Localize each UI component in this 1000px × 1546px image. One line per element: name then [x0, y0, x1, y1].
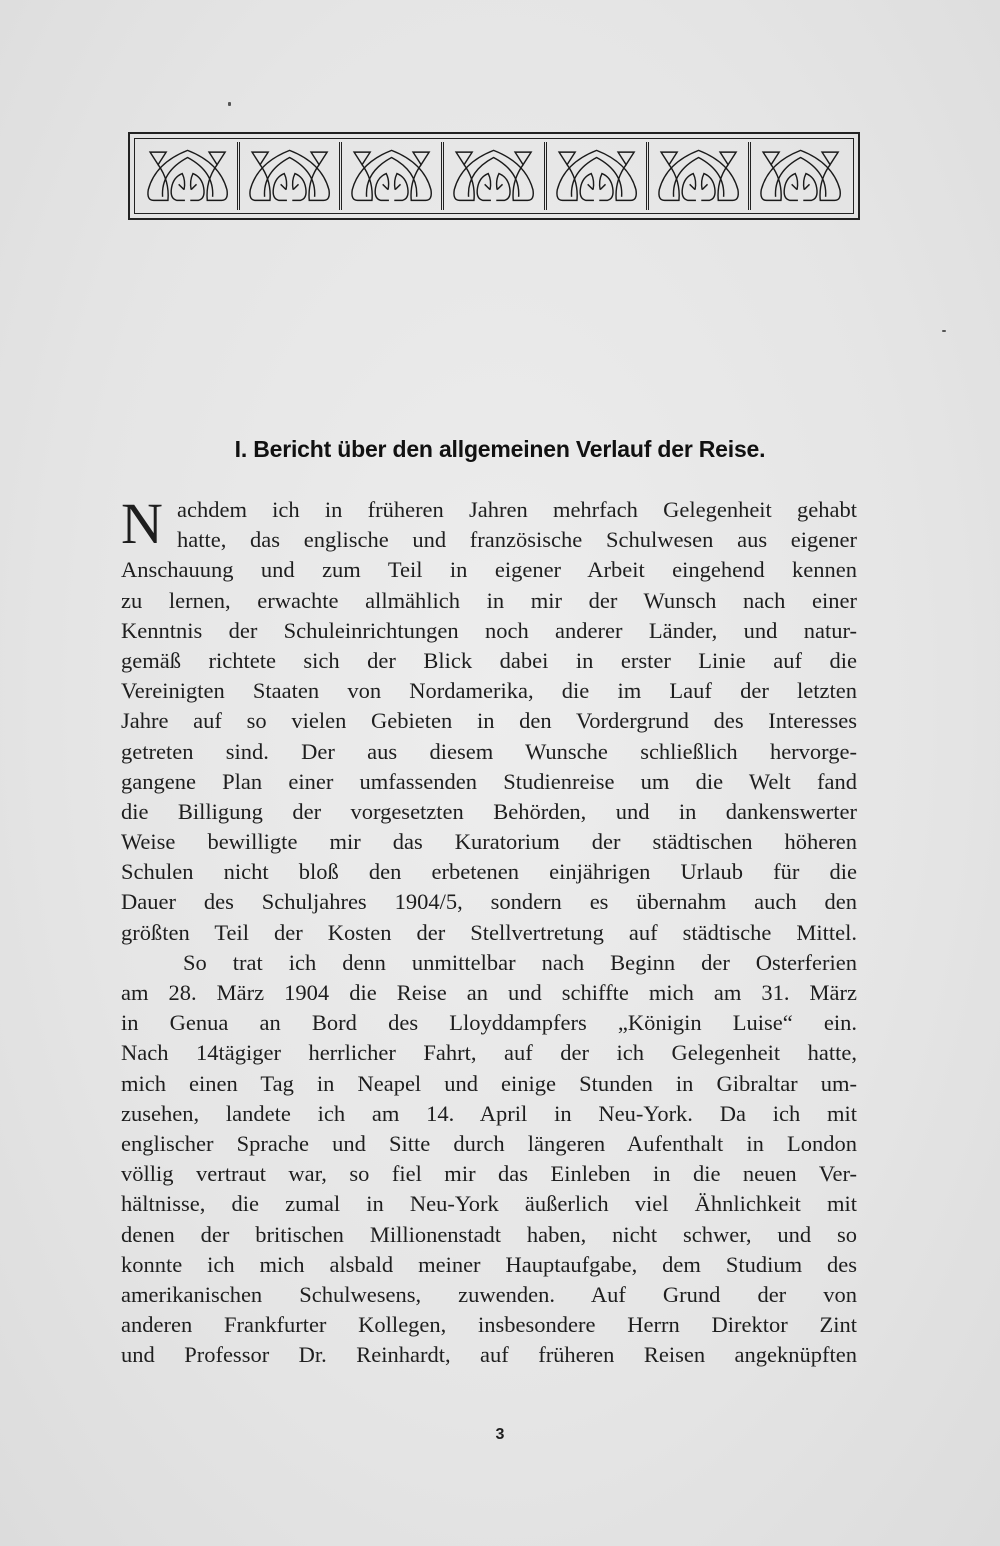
ornament-frame [134, 138, 854, 214]
text-line: Schulen nicht bloß den erbetenen einjährigen Urlaub für die [121, 859, 857, 885]
text-line: gangene Plan einer umfassenden Studienreise um die Welt fand [121, 768, 857, 794]
scan-speck [228, 102, 231, 106]
text-line: gemäß richtete sich der Blick dabei in erster Linie auf die [121, 647, 857, 673]
text-line: Nach 14tägiger herrlicher Fahrt, auf der ich Gelegenheit hatte, [121, 1040, 857, 1066]
scan-speck [942, 330, 946, 332]
text-line: konnte ich mich alsbald meiner Hauptaufgabe, dem Studium des [121, 1251, 857, 1277]
text-line: N achdem ich in früheren Jahren mehrfach Gelegenheit gehabt [121, 491, 857, 556]
text-line: Jahre auf so vielen Gebieten in den Vordergrund des Interesses [121, 708, 857, 734]
text-line: So trat ich denn unmittelbar nach Beginn der Osterferien [183, 949, 857, 975]
text-line: getreten sind. Der aus diesem Wunsche schließlich hervorge- [121, 738, 857, 764]
text-line: Dauer des Schuljahres 1904/5, sondern es übernahm auch den [121, 889, 857, 915]
ornament-tile [138, 142, 240, 210]
text-line: Kenntnis der Schuleinrichtungen noch anderer Länder, und natur- [121, 617, 857, 643]
text-line: hältnisse, die zumal in Neu-York äußerlich viel Ähnlichkeit mit [121, 1191, 857, 1217]
ornament-tile [547, 142, 649, 210]
text-line: mich einen Tag in Neapel und einige Stunden in Gibraltar um- [121, 1070, 857, 1096]
text-line: am 28. März 1904 die Reise an und schiffte mich am 31. März [121, 980, 857, 1005]
page-number: 3 [495, 1426, 505, 1443]
floral-ornament-icon [346, 145, 437, 208]
text-line: zusehen, landete ich am 14. April in Neu-York. Da ich mit [121, 1100, 857, 1126]
floral-ornament-icon [551, 145, 642, 208]
text-line: völlig vertraut war, so fiel mir das Einleben in die neuen Ver- [121, 1161, 857, 1187]
text-line: zu lernen, erwachte allmählich in mir der Wunsch nach einer [121, 587, 857, 613]
text-line: Vereinigten Staaten von Nordamerika, die im Lauf der letzten [121, 678, 857, 704]
body-text [121, 491, 857, 1370]
ornament-tile [240, 142, 342, 210]
text-line: Weise bewilligte mir das Kuratorium der städtischen höheren [121, 829, 857, 855]
decorative-header-border [128, 132, 860, 220]
text-line: anderen Frankfurter Kollegen, insbesondere Herrn Direktor Zint [121, 1312, 857, 1338]
text-line: hatte, das englische und französische Schulwesen aus eigener [177, 527, 857, 553]
text-line: englischer Sprache und Sitte durch längeren Aufenthalt in London [121, 1130, 857, 1156]
text-line: größten Teil der Kosten der Stellvertretung auf städtische Mittel. [121, 919, 857, 945]
ornament-tile [649, 142, 751, 210]
text-line: und Professor Dr. Reinhardt, auf früheren Reisen angeknüpften [121, 1342, 857, 1368]
floral-ornament-icon [755, 145, 846, 208]
floral-ornament-icon [653, 145, 744, 208]
text-line: Anschauung und zum Teil in eigener Arbeit eingehend kennen [121, 557, 857, 583]
drop-cap: N [121, 491, 163, 556]
chapter-heading: I. Bericht über den allgemeinen Verlauf der Reise. [234, 436, 766, 462]
text-line: die Billigung der vorgesetzten Behörden, und in dankenswerter [121, 798, 857, 824]
text-line: amerikanischen Schulwesens, zuwenden. Auf Grund der von [121, 1281, 857, 1307]
floral-ornament-icon [448, 145, 539, 208]
text-line: in Genua an Bord des Lloyddampfers „Königin Luise“ ein. [121, 1010, 857, 1036]
ornament-tile [342, 142, 444, 210]
floral-ornament-icon [142, 145, 233, 208]
floral-ornament-icon [244, 145, 335, 208]
ornament-tile [751, 142, 850, 210]
text-line: denen der britischen Millionenstadt haben, nicht schwer, und so [121, 1221, 857, 1247]
ornament-tile [444, 142, 546, 210]
